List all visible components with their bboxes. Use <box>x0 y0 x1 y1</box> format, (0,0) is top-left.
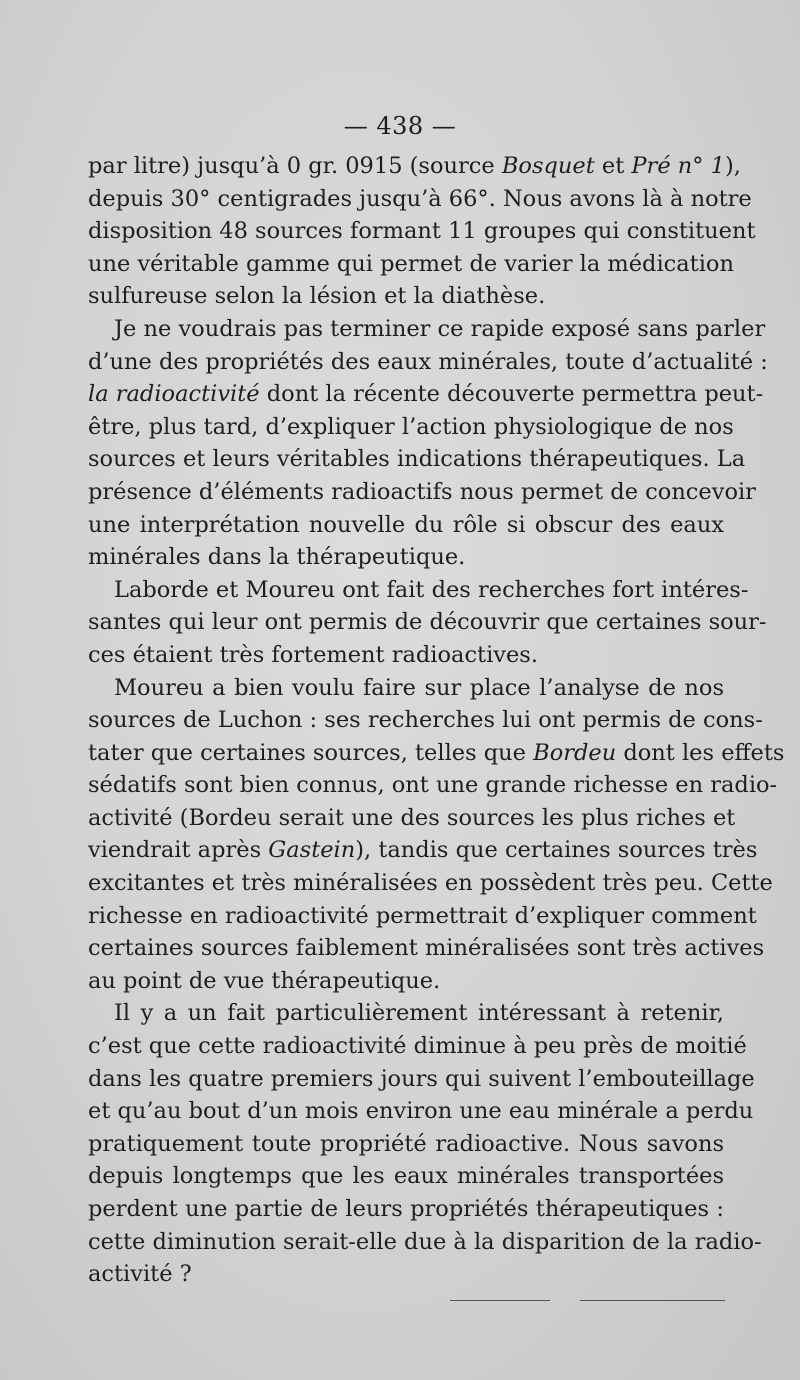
text-line: Il y a un fait particulièrement intéressant à retenir, <box>114 1000 724 1027</box>
text-line: certaines sources faiblement minéralisées sont très actives <box>88 935 765 962</box>
text-line: viendrait après Gastein), tandis que certaines sources très <box>88 837 758 864</box>
text-line: depuis 30° centigrades jusqu’à 66°. Nous avons là à notre <box>88 185 752 212</box>
text-line: depuis longtemps que les eaux minérales transportées <box>88 1163 724 1190</box>
paragraph <box>88 997 762 1290</box>
text-line: santes qui leur ont permis de découvrir que certaines sour- <box>88 609 767 636</box>
text-line: disposition 48 sources formant 11 groupes qui constituent <box>88 218 756 245</box>
paragraph <box>88 313 768 574</box>
paragraph <box>88 672 785 998</box>
text-line: et qu’au bout d’un mois environ une eau minérale a perdu <box>88 1098 754 1125</box>
text-line: une interprétation nouvelle du rôle si obscur des eaux <box>88 511 724 538</box>
text-line: sulfureuse selon la lésion et la diathèse. <box>88 283 546 310</box>
text-line: activité (Bordeu serait une des sources les plus riches et <box>88 804 736 831</box>
text-line: la radioactivité dont la récente découverte permettra peut- <box>88 381 764 408</box>
text-line: être, plus tard, d’expliquer l’action physiologique de nos <box>88 413 734 440</box>
text-line: présence d’éléments radioactifs nous permet de concevoir <box>88 478 756 505</box>
text-line: par litre) jusqu’à 0 gr. 0915 (source Bosquet et Pré n° 1), <box>88 153 741 179</box>
page-number: — 438 — <box>343 112 457 140</box>
text-line: perdent une partie de leurs propriétés thérapeutiques : <box>88 1196 724 1222</box>
text-line: pratiquement toute propriété radioactive. Nous savons <box>88 1130 724 1157</box>
text-line: sources et leurs véritables indications thérapeutiques. La <box>88 446 746 473</box>
text-line: au point de vue thérapeutique. <box>88 967 441 994</box>
text-line: minérales dans la thérapeutique. <box>88 544 466 571</box>
footnote-rule-left <box>450 1300 550 1301</box>
text-line: une véritable gamme qui permet de varier la médication <box>88 250 734 277</box>
text-line: excitantes et très minéralisées en possèdent très peu. Cette <box>88 870 773 897</box>
footnote-rule-right <box>580 1300 725 1301</box>
italic-text: Bordeu <box>533 739 617 766</box>
text-line: Moureu a bien voulu faire sur place l’analyse de nos <box>114 674 724 701</box>
italic-text: la radioactivité <box>88 381 260 408</box>
text-line: Je ne voudrais pas terminer ce rapide exposé sans parler <box>114 315 766 342</box>
italic-text: Pré n° 1 <box>631 153 725 179</box>
text-line: tater que certaines sources, telles que Bordeu dont les effets <box>88 739 785 766</box>
text-line: sédatifs sont bien connus, ont une grande richesse en radio- <box>88 772 778 799</box>
paragraph <box>88 150 756 313</box>
italic-text: Bosquet <box>501 153 595 179</box>
text-line: cette diminution serait-elle due à la disparition de la radio- <box>88 1228 762 1255</box>
text-line: c’est que cette radioactivité diminue à peu près de moitié <box>88 1033 747 1060</box>
paragraph <box>88 574 767 672</box>
text-line: sources de Luchon : ses recherches lui ont permis de cons- <box>88 707 763 734</box>
italic-text: Gastein <box>268 837 356 864</box>
text-line: dans les quatre premiers jours qui suivent l’embouteillage <box>88 1065 755 1092</box>
text-line: d’une des propriétés des eaux minérales, toute d’actualité : <box>88 348 768 375</box>
text-line: Laborde et Moureu ont fait des recherches fort intéres- <box>114 576 749 603</box>
text-line: activité ? <box>88 1261 192 1288</box>
body-text <box>88 150 785 1291</box>
text-line: ces étaient très fortement radioactives. <box>88 641 539 668</box>
text-line: richesse en radioactivité permettrait d’expliquer comment <box>88 902 757 929</box>
